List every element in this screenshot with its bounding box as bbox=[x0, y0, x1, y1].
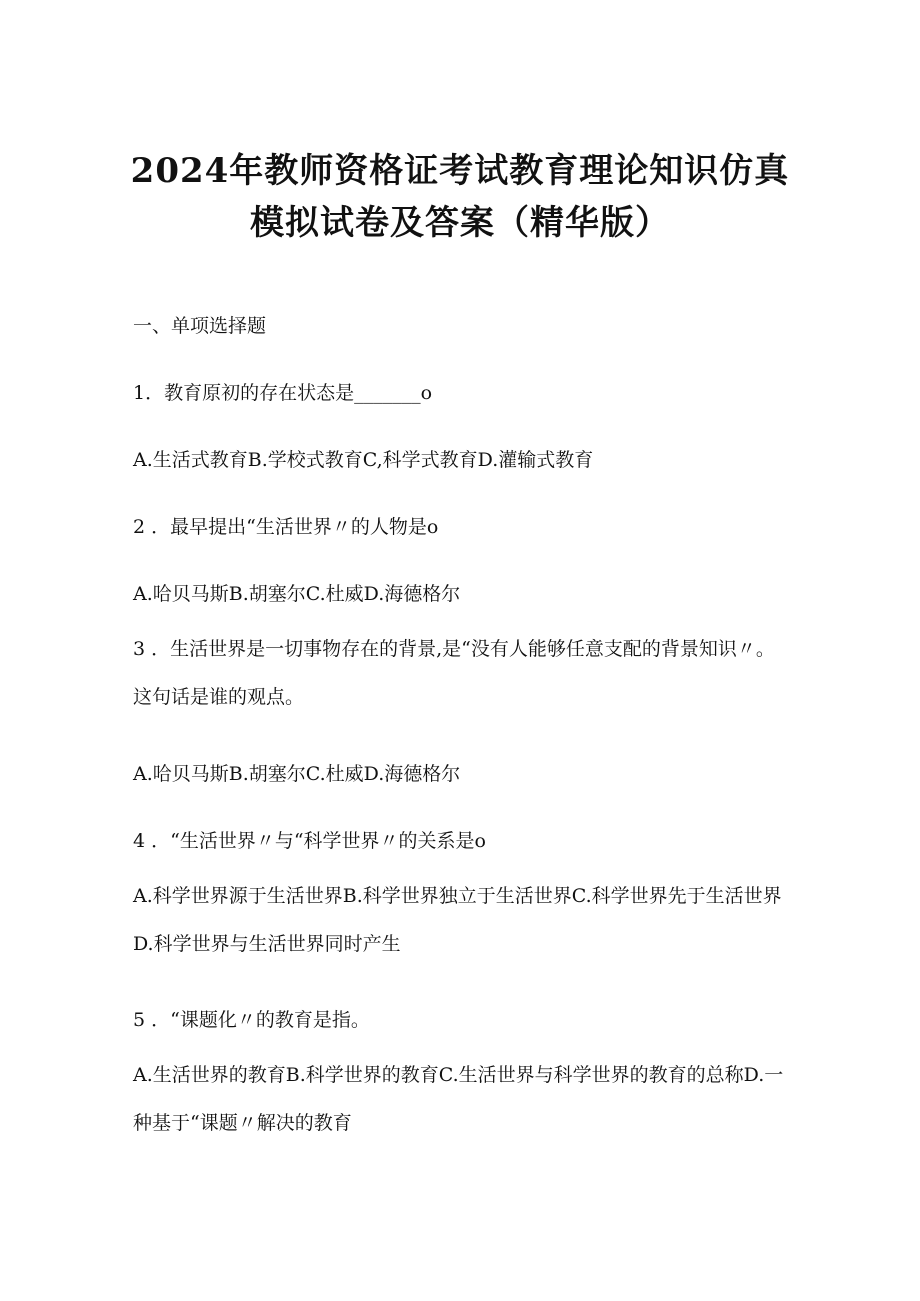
question-4: 4 ．“生活世界〃与“科学世界〃的关系是o bbox=[133, 830, 486, 852]
question-1-options: A.生活式教育B.学校式教育C,科学式教育D.灌输式教育 bbox=[133, 449, 594, 471]
title-line-2: 模拟试卷及答案（精华版） bbox=[250, 202, 670, 243]
question-1: 1．教育原初的存在状态是_______o bbox=[133, 382, 433, 404]
question-2-options: A.哈贝马斯B.胡塞尔C.杜威D.海德格尔 bbox=[133, 583, 461, 605]
question-4-options: A.科学世界源于生活世界B.科学世界独立于生活世界C.科学世界先于生活世界D.科学世界与生活世界同时产生 bbox=[133, 885, 782, 955]
question-2: 2 ．最早提出“生活世界〃的人物是o bbox=[133, 516, 439, 538]
document-title bbox=[100, 145, 820, 249]
question-5-options: A.生活世界的教育B.科学世界的教育C.生活世界与科学世界的教育的总称D.一种基于“课题〃解决的教育 bbox=[133, 1064, 784, 1134]
title-line-1: 2024年教师资格证考试教育理论知识仿真 bbox=[130, 150, 790, 191]
question-3: 3 ．生活世界是一切事物存在的背景,是“没有人能够任意支配的背景知识〃。这句话是谁的观点。 bbox=[133, 638, 775, 708]
question-3-options: A.哈贝马斯B.胡塞尔C.杜威D.海德格尔 bbox=[133, 763, 461, 785]
section-heading: 一、单项选择题 bbox=[133, 315, 267, 337]
question-5: 5 ．“课题化〃的教育是指。 bbox=[133, 1009, 370, 1031]
